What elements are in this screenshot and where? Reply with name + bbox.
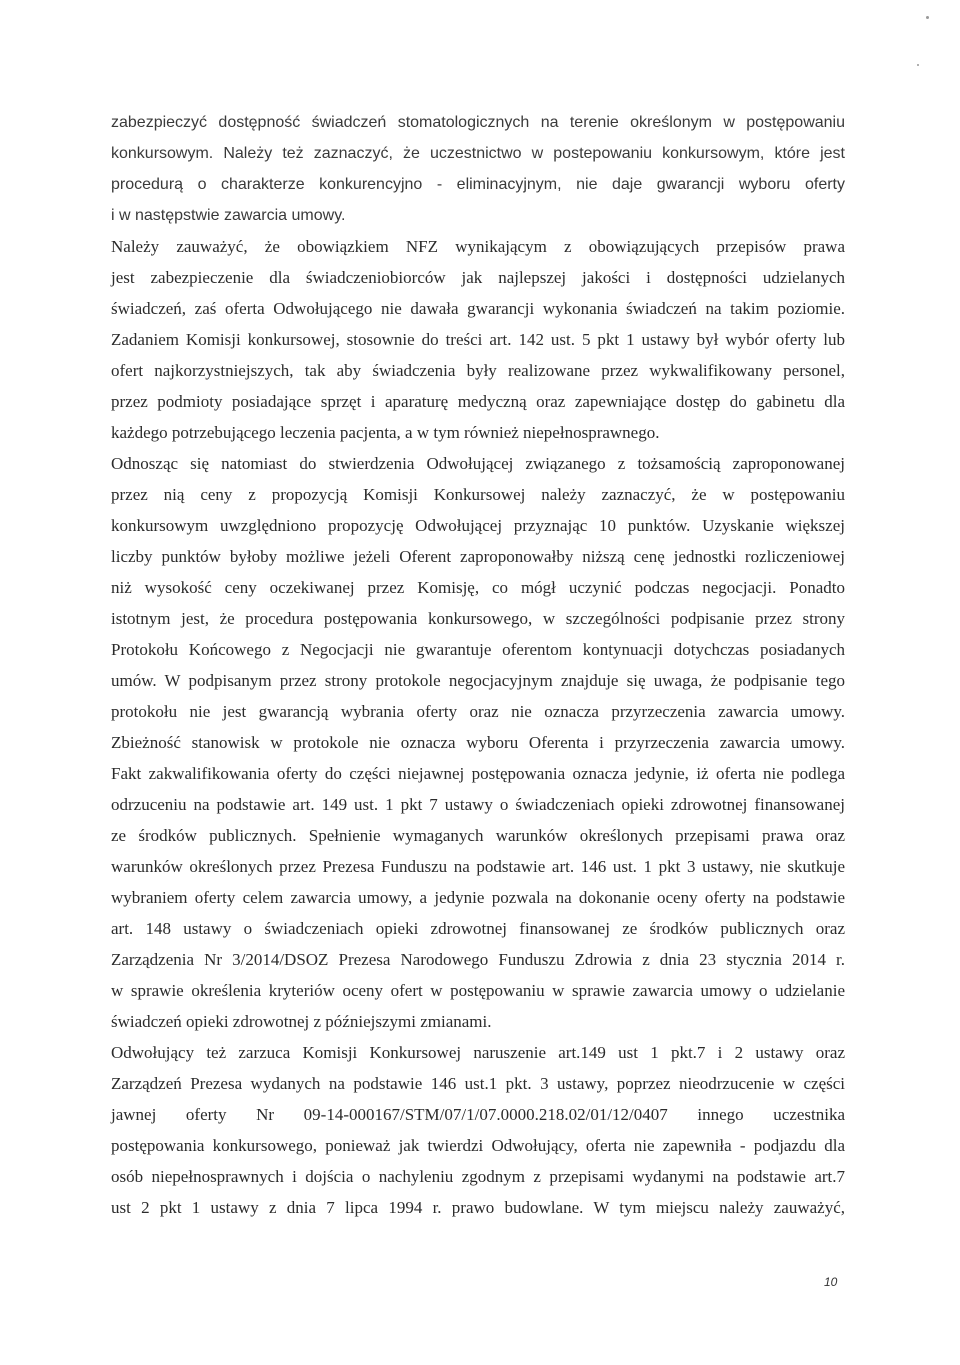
- body-text: [111, 107, 845, 1223]
- text-line: Odnosząc się natomiast do stwierdzenia Odwołującej związanego z tożsamością zaproponowanej: [111, 454, 845, 473]
- text-line: Zarządzenia Nr 3/2014/DSOZ Prezesa Narodowego Funduszu Zdrowia z dnia 23 stycznia 2014 r.: [111, 950, 845, 969]
- text-line: ofert najkorzystniejszych, tak aby świadczenia były realizowane przez wykwalifikowany personel,: [111, 361, 845, 380]
- text-line: Zarządzeń Prezesa wydanych na podstawie 146 ust.1 pkt. 3 ustawy, poprzez nieodrzucenie w części: [111, 1074, 845, 1093]
- text-line: ze środków publicznych. Spełnienie wymaganych warunków określonych przepisami prawa oraz: [111, 826, 845, 845]
- text-line: i w następstwie zawarcia umowy.: [111, 207, 346, 224]
- text-line: konkursowym. Należy też zaznaczyć, że uczestnictwo w postepowaniu konkursowym, które jest: [111, 145, 845, 162]
- text-line: niż wysokość ceny oczekiwanej przez Komisję, co mógł uczynić podczas negocjacji. Ponadto: [111, 578, 845, 597]
- text-line: umów. W podpisanym przez strony protokole negocjacyjnym znajduje się uwaga, że podpisanie tego: [111, 671, 845, 690]
- text-line: Należy zauważyć, że obowiązkiem NFZ wynikającym z obowiązujących przepisów prawa: [111, 237, 845, 256]
- text-line: protokołu nie jest gwarancją wybrania oferty oraz nie oznacza przyrzeczenia zawarcia umowy.: [111, 702, 845, 721]
- text-line: ust 2 pkt 1 ustawy z dnia 7 lipca 1994 r. prawo budowlane. W tym miejscu należy zauważyć,: [111, 1198, 845, 1217]
- text-line: art. 148 ustawy o świadczeniach opieki zdrowotnej finansowanej ze środków publicznych oraz: [111, 919, 845, 938]
- text-line: zabezpieczyć dostępność świadczeń stomatologicznych na terenie określonym w postępowaniu: [111, 114, 845, 131]
- text-line: osób niepełnosprawnych i dojścia o nachyleniu zgodnym z przepisami wydanymi na podstawie art.7: [111, 1167, 845, 1186]
- text-line: świadczeń, zaś oferta Odwołującego nie dawała gwarancji wykonania świadczeń na takim poziomie.: [111, 299, 845, 318]
- scan-mark: [926, 16, 929, 19]
- text-line: konkursowym uwzględniono propozycję Odwołującej przyznając 10 punktów. Uzyskanie większej: [111, 516, 845, 535]
- text-line: przez nią ceny z propozycją Komisji Konkursowej należy zaznaczyć, że w postępowaniu: [111, 485, 845, 504]
- text-line: Odwołujący też zarzuca Komisji Konkursowej naruszenie art.149 ust 1 pkt.7 i 2 ustawy oraz: [111, 1043, 845, 1062]
- text-line: w sprawie określenia kryteriów oceny ofert w postępowaniu w sprawie zawarcia umowy o udzielanie: [111, 981, 845, 1000]
- text-line: Protokołu Końcowego z Negocjacji nie gwarantuje oferentom kontynuacji dotychczas posiadanych: [111, 640, 845, 659]
- text-line: istotnym jest, że procedura postępowania konkursowego, w szczególności podpisanie przez strony: [111, 609, 845, 628]
- text-line: odrzuceniu na podstawie art. 149 ust. 1 pkt 7 ustawy o świadczeniach opieki zdrowotnej finansowanej: [111, 795, 845, 814]
- text-line: jawnej oferty Nr 09-14-000167/STM/07/1/07.0000.218.02/01/12/0407 innego uczestnika: [111, 1105, 845, 1124]
- text-line: warunków określonych przez Prezesa Funduszu na podstawie art. 146 ust. 1 pkt 3 ustawy, nie skutkuje: [111, 857, 845, 876]
- text-line: procedurą o charakterze konkurencyjno - eliminacyjnym, nie daje gwarancji wyboru oferty: [111, 176, 845, 193]
- text-line: wybraniem oferty celem zawarcia umowy, a jedynie pozwala na dokonanie oceny oferty na podstawie: [111, 888, 845, 907]
- scan-mark: [917, 64, 919, 66]
- text-line: Zbieżność stanowisk w protokole nie oznacza wyboru Oferenta i przyrzeczenia zawarcia umowy.: [111, 733, 845, 752]
- text-line: każdego potrzebującego leczenia pacjenta, a w tym również niepełnosprawnego.: [111, 423, 660, 442]
- page-number: 10: [824, 1275, 838, 1289]
- text-line: liczby punktów byłoby możliwe jeżeli Oferent zaproponowałby niższą cenę jednostki rozliczeniowej: [111, 547, 845, 566]
- text-line: postępowania konkursowego, ponieważ jak twierdzi Odwołujący, oferta nie zapewniła - podjazdu dla: [111, 1136, 845, 1155]
- text-line: przez podmioty posiadające sprzęt i aparaturę medyczną oraz zapewniające dostęp do gabinetu dla: [111, 392, 845, 411]
- text-line: jest zabezpieczenie dla świadczeniobiorców jak najlepszej jakości i dostępności udzielanych: [111, 268, 845, 287]
- text-line: Zadaniem Komisji konkursowej, stosownie do treści art. 142 ust. 5 pkt 1 ustawy był wybór oferty lub: [111, 330, 845, 349]
- text-line: świadczeń opieki zdrowotnej z późniejszymi zmianami.: [111, 1012, 492, 1031]
- text-line: Fakt zakwalifikowania oferty do części niejawnej postępowania oznacza jedynie, iż oferta nie podlega: [111, 764, 845, 783]
